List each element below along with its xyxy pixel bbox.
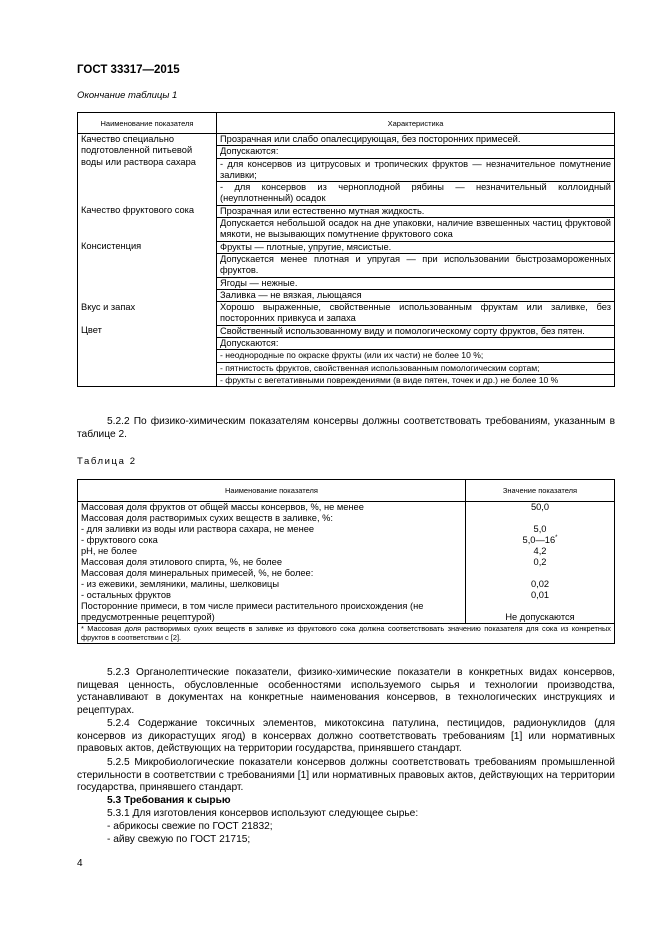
cell-line: - неоднородные по окраске фрукты (или их части) не более 10 %; [217,349,614,361]
table-2 [77,479,615,644]
table-row [78,579,615,590]
table-1 [77,112,615,387]
cell-line: Прозрачная или естественно мутная жидкость. [220,205,425,216]
page-number: 4 [77,858,83,869]
cell-line: - пятнистость фруктов, свойственная использованным помологическим сортам; [217,362,614,374]
table-row [78,205,615,241]
row-value: 0,02 [466,579,615,590]
table-row [78,513,615,524]
cell-line: Прозрачная или слабо опалесцирующая, без посторонних примесей. [220,134,521,144]
cell-line: Допускаются: [217,145,614,157]
table-row [78,502,615,514]
row-value: 0,2 [466,557,615,568]
row-characteristic [217,325,615,386]
table-row [78,524,615,535]
row-name: - для заливки из воды или раствора сахара, не менее [78,524,466,535]
row-name: - из ежевики, земляники, малины, шелковицы [78,579,466,590]
table-row [78,241,615,301]
row-name: Цвет [78,325,217,386]
table-row [78,590,615,601]
list-item: - айву свежую по ГОСТ 21715; [107,834,251,845]
table-1-header-characteristic: Характеристика [217,113,615,134]
row-characteristic [217,241,615,301]
table-row [78,535,615,546]
row-characteristic [217,302,615,326]
list-item: - абрикосы свежие по ГОСТ 21832; [107,821,273,832]
table-row [78,302,615,326]
table-row [78,557,615,568]
cell-line: - для консервов из черноплодной рябины — незначительный коллоидный (неуплотненный) осадок [217,181,614,205]
cell-line: - для консервов из цитрусовых и тропических фруктов — незначительное помутнение заливки; [217,158,614,182]
row-value-with-footnote [466,535,615,546]
cell-line: Допускается менее плотная и упругая — при использовании быстрозамороженных фруктов. [217,253,614,277]
cell-line: Хорошо выраженные, свойственные использованным фруктам или заливке, без посторонних привкуса и запаха [220,302,611,324]
table-2-header-value: Значение показателя [466,480,615,502]
paragraph-5-2-2: 5.2.2 По физико-химическим показателям консервы должны соответствовать требованиям, указанным в таблице 2. [77,416,615,440]
row-name: Массовая доля растворимых сухих веществ в заливке, %: [78,513,466,524]
row-name: Массовая доля фруктов от общей массы консервов, %, не менее [78,502,466,514]
cell-line: Свойственный использованному виду и помологическому сорту фруктов, без пятен. [220,325,585,336]
row-name: Консистенция [78,241,217,301]
table-row [78,601,615,624]
cell-line: Заливка — не вязкая, льющаяся [217,289,614,301]
row-name: Качество специально подготовленной питьевой воды или раствора сахара [78,134,217,206]
row-name: Вкус и запах [78,302,217,326]
paragraph-5-2-4: 5.2.4 Содержание токсичных элементов, микотоксина патулина, пестицидов, радионуклидов (для консервов из дикорастущих ягод) в консервах должно соответствовать требованиям [1] или нормативных правовых актов, действующих на территории государства, принявшего стандарт. [77,718,615,755]
cell-line: Ягоды — нежные. [217,277,614,289]
table-row [78,568,615,579]
cell-line: Допускаются: [217,337,614,349]
row-value: Не допускаются [466,601,615,624]
paragraph-5-3-1: 5.3.1 Для изготовления консервов используют следующее сырье: [107,808,419,819]
row-name: Качество фруктового сока [78,205,217,241]
row-name: Массовая доля минеральных примесей, %, не более: [78,568,466,579]
paragraph-5-2-3: 5.2.3 Органолептические показатели, физико-химические показатели в конкретных видах консервов, пищевая ценность, обусловленные особенностями используемого сырья и технологии производства, устанавливают в документах на конкретные наименования консервов, в технологических инструкциях и рецептурах. [77,667,615,716]
table-1-header-name: Наименование показателя [78,113,217,134]
footnote-mark: * [555,534,558,541]
table-2-title: Таблица 2 [77,456,137,467]
table-continuation-caption: Окончание таблицы 1 [77,90,178,101]
table-row [78,546,615,557]
row-value: 50,0 [466,502,615,514]
row-value: 4,2 [466,546,615,557]
row-characteristic [217,205,615,241]
section-heading-5-3: 5.3 Требования к сырью [107,795,231,806]
table-footnote-row [78,624,615,644]
row-name: pH, не более [78,546,466,557]
document-header: ГОСТ 33317—2015 [77,64,180,76]
row-name: - фруктового сока [78,535,466,546]
row-name: Массовая доля этилового спирта, %, не более [78,557,466,568]
cell-line: Фрукты — плотные, упругие, мясистые. [220,241,392,252]
table-2-footnote: * Массовая доля растворимых сухих веществ в заливке из фруктового сока должна соответствовать значению показателя для сока из конкретных фруктов в соответствии с [2]. [78,624,615,644]
paragraph-5-2-5: 5.2.5 Микробиологические показатели консервов должны соответствовать требованиям промышленной стерильности в соответствии с требованиями [1] или нормативных правовых актов, действующих на территории государства, принявшего стандарт. [77,757,615,794]
row-name: Посторонние примеси, в том числе примеси растительного происхождения (не предусмотренные рецептурой) [78,601,466,624]
row-value: 5,0—16 [522,535,556,545]
table-row [78,134,615,206]
row-value [466,568,615,579]
table-2-header-name: Наименование показателя [78,480,466,502]
cell-line: - фрукты с вегетативными повреждениями (в виде пятен, точек и др.) не более 10 % [217,374,614,386]
row-value [466,513,615,524]
row-value: 0,01 [466,590,615,601]
row-characteristic [217,134,615,206]
row-name: - остальных фруктов [78,590,466,601]
cell-line: Допускается небольшой осадок на дне упаковки, наличие взвешенных частиц фруктовой мякоти, не вызывающих помутнение фруктового сока [217,217,614,241]
row-value: 5,0 [466,524,615,535]
table-row [78,325,615,386]
